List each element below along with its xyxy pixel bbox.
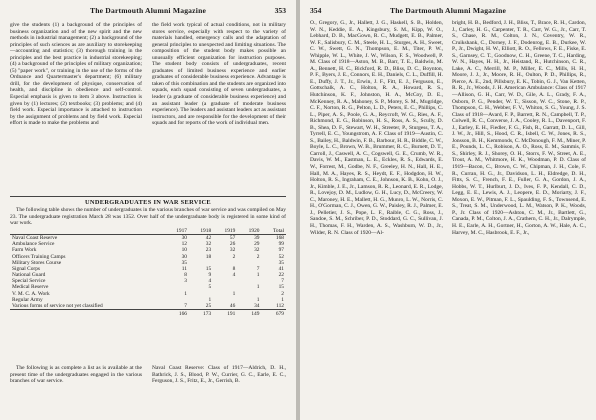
count-cell: 4 (232, 272, 236, 279)
count-cell: 112 (276, 302, 284, 309)
count-cell: 46 (229, 302, 236, 309)
right-page-header (310, 6, 586, 18)
section-intro: The following table shows the number of undergraduates in the various branches of war service and was compiled on May 23. The undergraduate registration March 28 was 1352. Over half of the undergraduate body is registered in some kind of war work. (10, 207, 286, 226)
left-page (0, 0, 296, 420)
count-cell: 2 (232, 253, 236, 260)
count-cell: 30 (181, 253, 187, 260)
count-cell: 39 (254, 235, 260, 242)
count-cell: 32 (229, 247, 236, 254)
count-cell: 2 (256, 253, 260, 260)
count-cell: 4 (208, 278, 212, 285)
count-cell: 18 (205, 253, 212, 260)
left-page-header (10, 6, 286, 18)
total-cell: 166 (165, 310, 189, 318)
right-col1-paragraph: O., Gregory, G., Jr., Hallett, J. G., Haskell, S. B., Holden, W. N., Keddie, E. A., Kingsbury, S. M., Kipp, W. O., Lebhard, D. B., MacGown, R. C., Mudgett, E. B., Palmer, W. F., Salisbury, C. M., Steele, H. L., Sturges, A. H., Sweet, C. W., Swett, G. N., Thompson, E. M., Titer, P. W., Whipple, W. L., White, J. W., Wilson, F. S., Woodwell, P. M. Class of 1918—Aston, M. B., Barr, T. E., Baldwin, M. A., Bennett, H. C., Bickford, R. D., Bliss, D. C., Boynton, P. F., Byers, J. E., Connors, E. H., Daniels, C. L., Duffill, H. E., Duffy, J. T., Jr., Erwin, J. F., Fitt, E. J., Ferguson, E., Gottschalk, A. C., Holton, R. A., Howard, R. S., Hutchinson, K. F., Johnston, H. A., McCoy, D. E., McKenney, R. A., Mahoney, S. P., Morey, S. M., Mugridge, C. F., Norton, R. G., Pelton, L. D., Peters, E. C., Phillips, C. L., Piper, A. S., Poole, G. A., Reycroft, W. G., Ries, A. F., Richmond, E. G., Robinson, H. S., Ross, A. S., Scully, D. B., Shea, D. F., Stewart, W. H., Streeter, P., Sturgess, T. A., Tyrrell, E. C., Youngstrom, A. F. Class of 1919—Austin, C. S., Bailey, H., Baldwin, F. B., Barbour, H. R., Biddle, C. W., Boyle, L. C., Brown, W. B., Brummer, R. C., Burnett, D. T., Carroll, J., Caswell, A. C., Cogswell, G. E., Crumb, W. R., Davis, W. M., Eastman, L. E., Eckles, R. S., Edwards, E. W., Forrest, M., Godbe, N. F., Greeley, H. N., Hall, H. E., Hall, M. A., Hayes, R. S., Heydt, E. F., Hodgdon, H. W., Holton, R. S., Ingraham, C. E., Johnson, K. B., Kohn, O. J., Jr., Kimble, J. E., Jr., Lamson, R. R., Leonard, E. R., Lodge, R., Lovejoy, D. M., Ludlow, G. H., Lucy, D., McCreery, W. C., Maroney, H. E., Mallett, H. G., Munro, L. W., Norris, C. H., O'Gorman, C. J., Owen, G. W., Paisley, R. J., Palmer, E. J., Pelletier, J. S., Pope, L. F., Raible, C. G., Ross, J., Sandoe, S. M., Schriber, P. D., Stoddard, G. C., Sullivan, J. H., Thomas, F. H., Warden, A. S., Washburn, W. D., Jr., Wilder, R. N. Class of 1920—Al- (310, 20, 443, 236)
total-cell: 173 (189, 310, 213, 318)
count-cell: 1 (256, 284, 260, 291)
count-cell: 22 (278, 272, 284, 279)
count-cell: 1 (281, 296, 284, 303)
count-cell: 7 (256, 265, 260, 272)
count-cell: 7 (184, 302, 187, 309)
count-cell: 32 (254, 247, 260, 254)
count-cell: 15 (205, 265, 212, 272)
service-branch-cell: Regular Army (12, 296, 43, 303)
total-cell (10, 310, 165, 318)
count-cell: 15 (278, 284, 284, 291)
count-cell: 23 (205, 247, 212, 254)
count-cell: 1 (256, 296, 260, 303)
left-col2-paragraph: the field work typical of actual conditions, not in military stores service, especially with respect to the variety of materials handled, emergency calls and the adaptation of general principles to unexpected and limiting situations. The composition of the student body makes possible an unusually efficient organization for instruction purposes. The student body consists of undergraduates, recent graduates of limited business experience and earlier graduates of considerable business experience. Advantage is taken of this combination and the students are organized into squads, each squad consisting of seven undergraduates, a leader (a graduate of considerable business experience) and an assistant leader (a graduate of moderate business experience). The leaders and assistant leaders act as assistant instructors, and are responsible for the development of their squads and for reports of the work of individual men. (152, 22, 286, 127)
count-cell: 8 (184, 272, 187, 279)
count-cell: 52 (278, 253, 284, 260)
count-cell: 57 (229, 235, 236, 242)
service-branch-cell: Various forms of service not yet classified (12, 302, 103, 309)
table-row (10, 235, 286, 242)
service-branch-cell: Officers Training Camps (12, 253, 66, 260)
total-cell: 149 (237, 310, 261, 318)
left-running-title: The Dartmouth Alumni Magazine (89, 6, 207, 15)
table-header-row (10, 228, 286, 235)
count-cell: 1 (256, 272, 260, 279)
service-branch-cell: Medical Reserve (12, 284, 49, 291)
table-body (10, 235, 286, 318)
naval-coast-reserve-paragraph: Naval Coast Reserve: Class of 1917—Aldrich, D. H., Bathrick, J. S., Blood, P. W., Currier, G. C., Earle, E. C., Ferguson, J. S., Fritz, E., Jr., Gerrish, B. (152, 365, 286, 385)
count-cell: 26 (229, 241, 236, 248)
count-cell: 32 (205, 241, 212, 248)
table-header-cell: 1917 (165, 228, 189, 235)
service-branch-cell: National Guard (12, 272, 46, 279)
service-branch-cell: Ambulance Service (12, 241, 55, 248)
count-cell: 7 (281, 278, 284, 285)
count-cell: 8 (232, 265, 236, 272)
service-branch-cell: Military Stores Course (12, 259, 62, 266)
table-header-cell: 1918 (189, 228, 213, 235)
service-branch-cell: Signal Corps (12, 265, 41, 272)
count-cell: 42 (205, 235, 212, 242)
right-text-column-1 (310, 20, 443, 416)
table-header-cell: 1920 (237, 228, 261, 235)
count-cell: 1 (232, 290, 236, 297)
total-cell: 191 (213, 310, 237, 318)
count-cell: 2 (281, 290, 284, 297)
count-cell: 41 (278, 265, 284, 272)
table-header-cell: Total (261, 228, 286, 235)
count-cell: 35 (278, 259, 284, 266)
left-text-column-2 (152, 22, 286, 194)
right-page (300, 0, 596, 420)
left-col1-paragraph: give the students (1) a background of the principles of business organization and of the new spirit and the new methods in industrial management; (2) a background of the principles of such sciences as are auxiliary to storekeeping—accounting and statistics; (3) thorough training in the principles and the best practice in industrial storekeeping; (4) a background of the principles of military organization; (5) "paper work", or training in the use of the forms of the Ordnance and Quartermaster's department; (6) military drill, for the development of physique, conservation of health, and discipline in obedience and self-control. Especial emphasis is given to item 3 above. Instruction is given by (1) lectures; (2) textbooks; (3) problems; and (4) field work. Especial importance is attached to instruction by the assignment of problems and by field work. Especial effort is made to make the problems and (10, 22, 142, 127)
table-total-row (10, 310, 286, 318)
count-cell: 30 (181, 235, 187, 242)
service-branch-cell: Farm Work (12, 247, 37, 254)
count-cell: 5 (208, 284, 212, 291)
right-text-column-2 (452, 20, 586, 416)
count-cell: 1 (184, 290, 187, 297)
table-header-cell: 1919 (213, 228, 237, 235)
count-cell: 12 (181, 241, 187, 248)
count-cell: 34 (254, 302, 260, 309)
left-text-column-1 (10, 22, 142, 194)
count-cell: 3 (184, 278, 187, 285)
count-cell: 11 (181, 265, 187, 272)
total-cell: 679 (261, 310, 286, 318)
count-cell: 29 (254, 241, 260, 248)
right-page-number: 354 (310, 6, 322, 15)
left-page-number: 353 (274, 6, 286, 15)
count-cell: 9 (208, 272, 212, 279)
right-col2-paragraph: bright, H. B., Bedford, J. H., Bliss, T., Brace, R. H., Cardon, J., Carley, H. G., Carpenter, T. R., Carr, W. G., Jr., Carr, T. S., Chase, R. M., Colton, J. N., Coventry, W. R., Cruikshank, C., Dorney, J. F., Dodenrog, E. B., Durkee, W. P., Jr., Dwight, H. W., Elliott, R. O., Fellows, F. E., Fiske, E. S., Garnsey, C. T., Goodnow, C. H., Greene, T. C., Harding, W. N., Hayes, H. H., Jr., Heistand, R., Hutchinson, C. R., Lake, A. C., Merrill, M. P., Miller, E. C., Mills, H. H., Moore, J. J., Jr., Moore, R. H., Oulton, P. D., Phillips, R., Pierce, A. E., 2nd, Pillsbury, E. K., Tobin, G. J., Van Ketten, R. R., Jr., Woods, J. H. American Ambulance: Class of 1917—Allison, G. H., Carr, W. D., Gile, A. L., Grady, F. A., Osborn, P. G., Pender, W. T., Sisson, W. C., Stone, R. P., Thompson, C. H., Webber, F. V., Whiton, S. G., Young, J. S. Class of 1918—Avard, F. P., Barrett, R. N., Campbell, T. P., Colwell, R. C., Converse, J. A., Cooley, R. L., Davenport, F. J., Earley, E. H., Fiedler, F. G., Fish, R., Garratt, D. L., Gill, J. W., Jr., Hill, S., Hood, C. R., Isbell, C. W., Jones, R. S., Jonsson, B. H., Kemmonds, C. McDonough, F. M., Miner, P. E., Pounds, L. C., Robison, A. O., Ross, E. M., Sammis, F. S., Shirley, R. J., Shorey, O. H., Storrs, F. W., Street, A. E., Trout, A. M., Whitmore, H. K., Woodman, P. D. Class of 1919—Bacon, C., Brown, C. W., Chipman, J. H., Cole, F. R., Curran, H. G., Jr., Davidson, L. H., Eldredge, D. H., Fitts, S. C., French, F. E., Fuller, G. A., Gordon, J. A., Hobbs, W. T., Hurlburt, J. D., Ives, F. P., Kendall, C. D., Legg, E. E., Lewis, A. J., Leopere, E. D., Moriarty, J. F., Moxon, E. W., Pitman, F. L., Spaulding, F. S., Townsend, E. S., Treat, S. M., Underwood, L. M., Watson, P. K., Woods, P., Jr. Class of 1920—Ashton, C. M., Jr., Bartlett, G., Canada, P. M., Colton, J. A., Crathern, C. H., Jr., Dalrymple, H. E., Earle, A. H., Gortner, H., Gorton, A. W., Hale, A. C., Harvey, M. C., Hasbrook, E. F., Jr., (452, 20, 586, 236)
count-cell: 1 (208, 296, 212, 303)
service-branch-cell: V. M. C. A. Work (12, 290, 50, 297)
count-cell: 25 (205, 302, 212, 309)
table-row (10, 303, 286, 310)
table-header-cell (10, 228, 165, 235)
count-cell: 168 (275, 235, 284, 242)
count-cell: 99 (278, 241, 284, 248)
service-branch-cell: Naval Coast Reserve (12, 235, 58, 242)
section-title: UNDERGRADUATES IN WAR SERVICE (10, 196, 286, 206)
list-intro-paragraph: The following is as complete a list as is available at the present time of the undergraduates engaged in the various branches of war service. (10, 365, 142, 385)
count-cell: 35 (181, 259, 187, 266)
war-service-table (10, 228, 286, 317)
count-cell: 10 (181, 247, 187, 254)
right-running-title: The Dartmouth Alumni Magazine (389, 6, 507, 15)
service-branch-cell: Special Service (12, 278, 46, 285)
count-cell: 97 (278, 247, 284, 254)
